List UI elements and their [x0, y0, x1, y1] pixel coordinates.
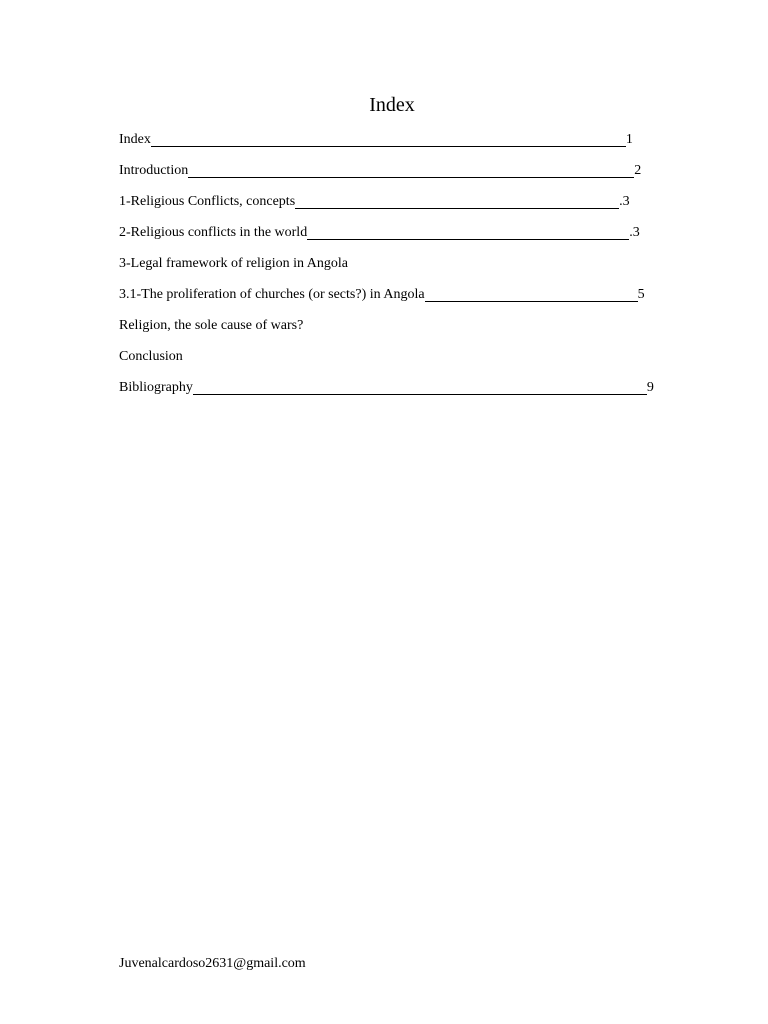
page-title: Index — [369, 94, 415, 116]
toc-entry-label: Introduction — [119, 163, 189, 178]
toc-page-number: .3 — [619, 194, 630, 209]
toc-entry-label: 3-Legal framework of religion in Angola — [119, 256, 348, 271]
toc-page-number: 2 — [634, 163, 642, 178]
toc-entry-label: Conclusion — [119, 349, 183, 364]
footer-email: Juvenalcardoso2631@gmail.com — [119, 956, 306, 971]
toc-entry-label: 2-Religious conflicts in the world — [119, 225, 308, 240]
toc-entry-label: Religion, the sole cause of wars? — [119, 318, 304, 333]
toc-page-number: 9 — [646, 380, 654, 395]
table-of-contents — [119, 131, 679, 410]
toc-entry — [119, 348, 679, 379]
toc-entry — [119, 286, 679, 317]
toc-page-number: 5 — [637, 287, 645, 302]
toc-leader-line — [295, 207, 619, 209]
toc-entry-label: 1-Religious Conflicts, concepts — [119, 194, 296, 209]
toc-entry — [119, 131, 679, 162]
toc-entry — [119, 255, 679, 286]
toc-leader-line — [188, 176, 634, 178]
toc-entry — [119, 162, 679, 193]
toc-page-number: 1 — [625, 132, 633, 147]
toc-leader-line — [151, 145, 626, 147]
toc-entry-label: 3.1-The proliferation of churches (or sects?) in Angola — [119, 287, 425, 302]
toc-entry — [119, 317, 679, 348]
toc-entry — [119, 224, 679, 255]
toc-entry-label: Bibliography — [119, 380, 193, 395]
toc-page-number: .3 — [629, 225, 640, 240]
toc-entry-label: Index — [119, 132, 151, 147]
toc-leader-line — [193, 393, 647, 395]
toc-leader-line — [307, 238, 629, 240]
toc-entry — [119, 193, 679, 224]
toc-leader-line — [425, 300, 638, 302]
toc-entry — [119, 379, 679, 410]
